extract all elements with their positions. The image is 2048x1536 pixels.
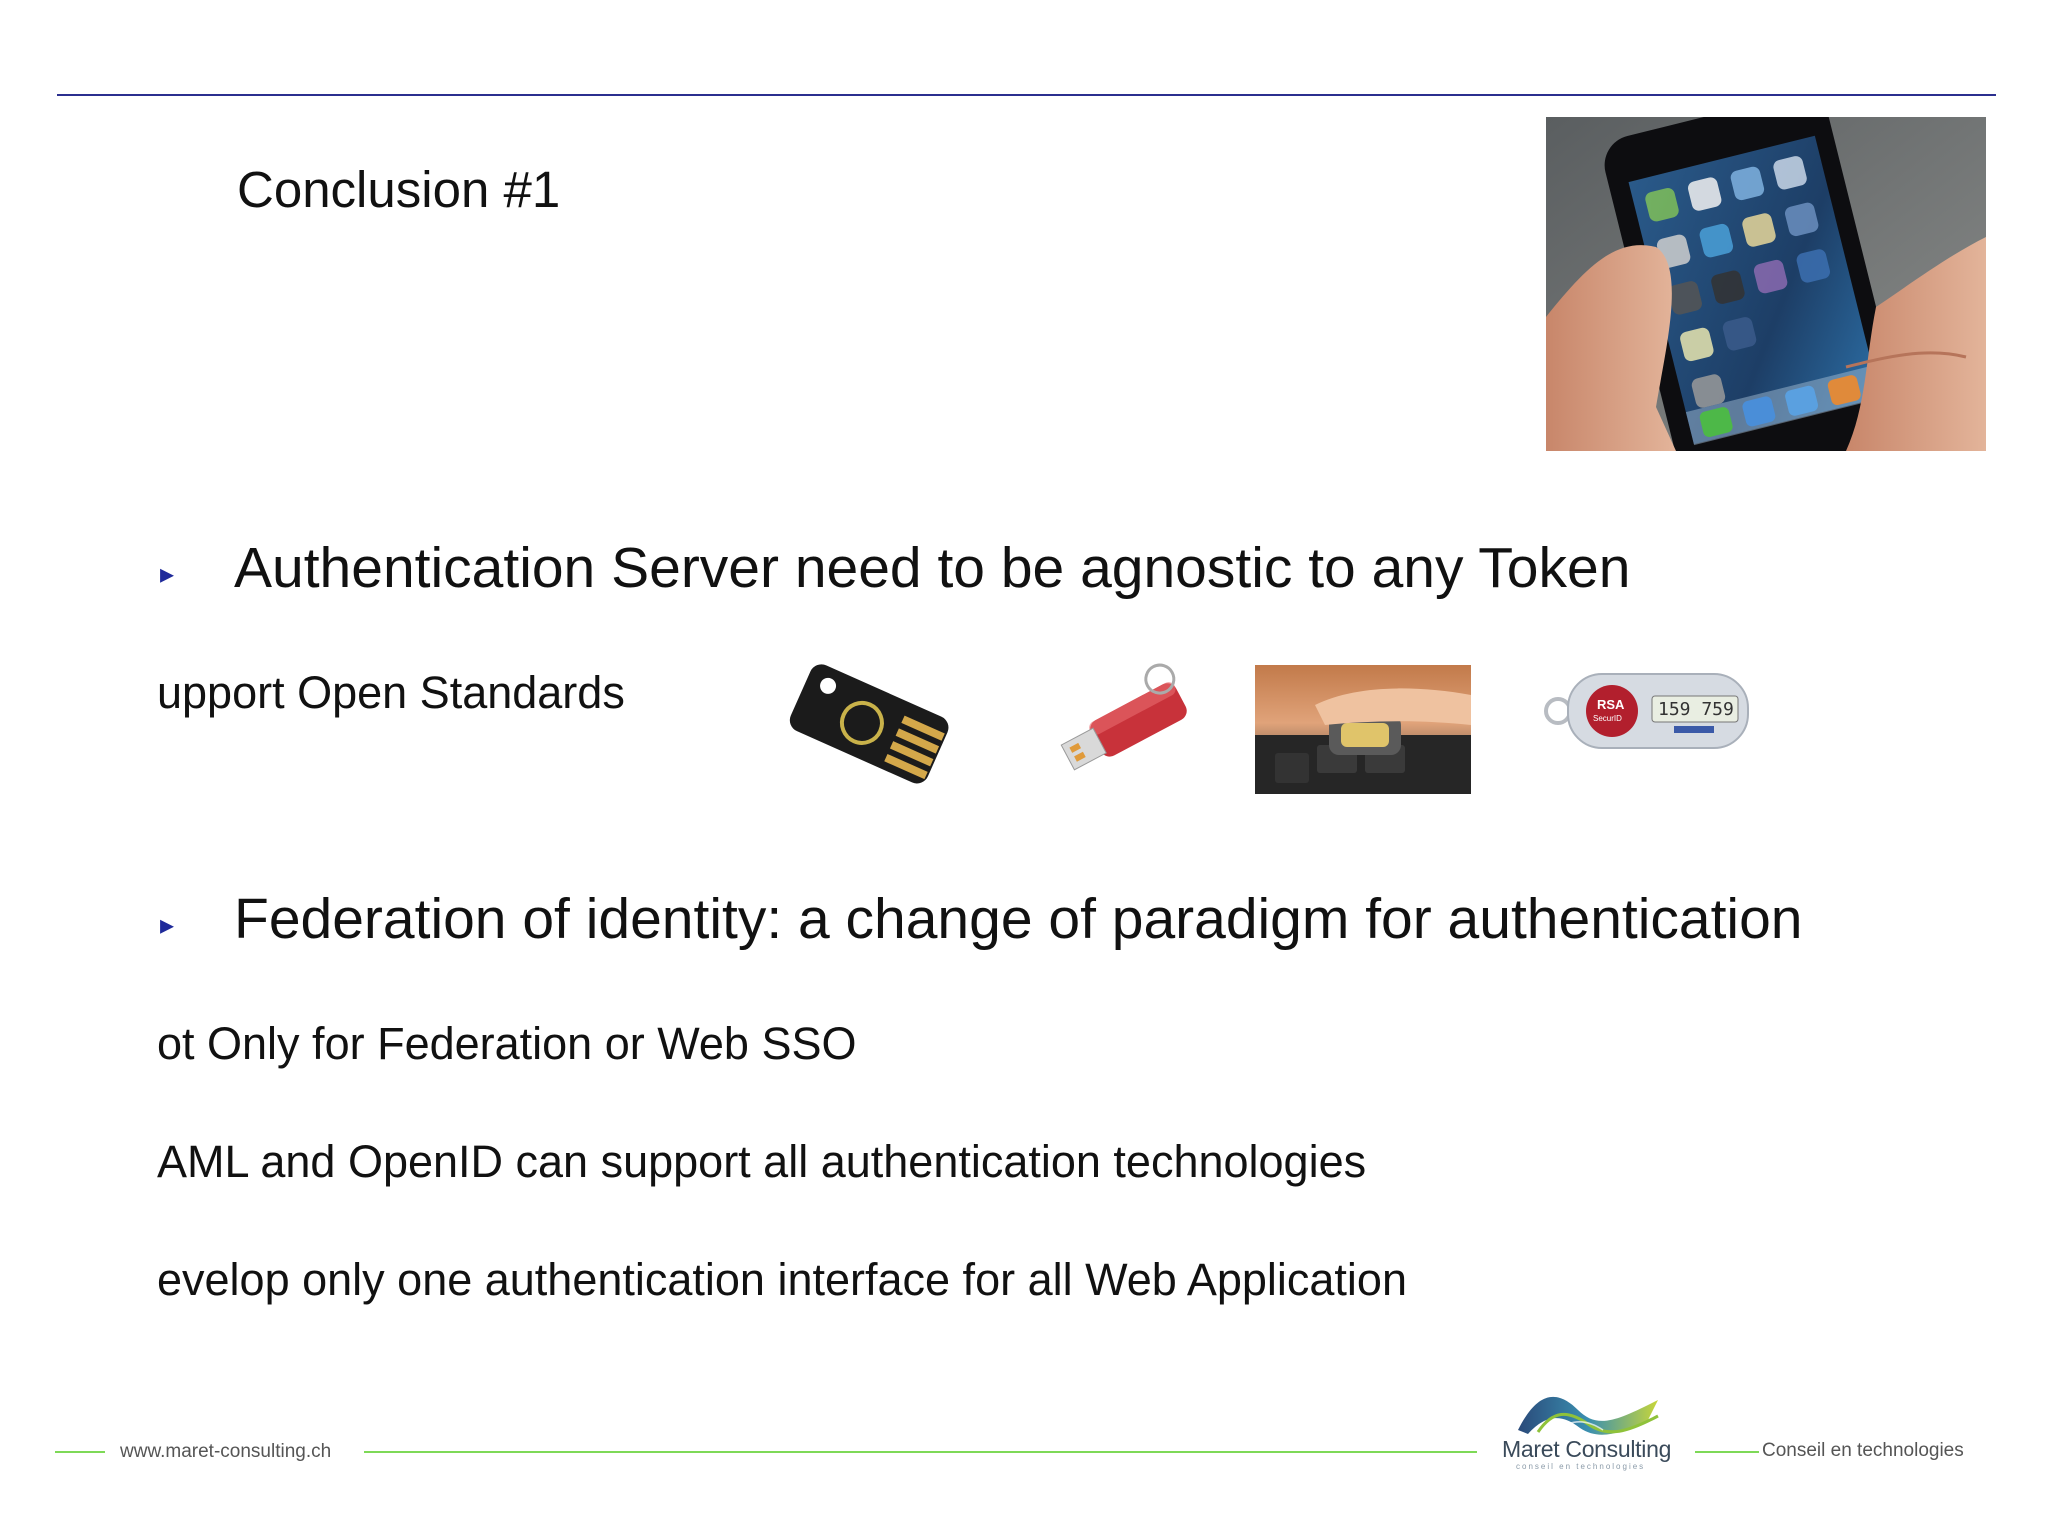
footer-rule-middle xyxy=(364,1451,1477,1453)
company-subtitle: conseil en technologies xyxy=(1516,1462,1646,1471)
subpoint-2-2: AML and OpenID can support all authentication technologies xyxy=(157,1136,1367,1187)
bullet-marker-icon: ▸ xyxy=(160,909,175,940)
slide-title: Conclusion #1 xyxy=(237,161,561,218)
smartphone-photo-icon xyxy=(1546,117,1986,451)
footer-tagline: Conseil en technologies xyxy=(1762,1440,1964,1461)
rsa-securid-token-icon xyxy=(1540,666,1755,756)
bullet-heading-2: Federation of identity: a change of paradigm for authentication xyxy=(234,887,1803,951)
subpoint-2-1: ot Only for Federation or Web SSO xyxy=(157,1018,857,1069)
usb-key-red-icon xyxy=(1048,660,1208,800)
footer-rule-right xyxy=(1695,1451,1759,1453)
bullet-marker-icon: ▸ xyxy=(160,558,175,589)
company-name: Maret Consulting xyxy=(1502,1436,1672,1462)
subpoint-2-3: evelop only one authentication interface for all Web Application xyxy=(157,1254,1407,1305)
usb-key-black-icon xyxy=(778,660,968,800)
footer-url: www.maret-consulting.ch xyxy=(120,1441,332,1462)
bullet-heading-1: Authentication Server need to be agnostic to any Token xyxy=(234,536,1631,600)
rsa-badge: RSA xyxy=(1597,697,1625,712)
footer-rule-left xyxy=(55,1451,105,1453)
subpoint-1-1: upport Open Standards xyxy=(157,667,625,718)
rsa-product-label: SecurID xyxy=(1593,714,1622,723)
rsa-code-display: 159 759 xyxy=(1658,699,1734,720)
header-rule xyxy=(57,94,1996,96)
fingerprint-reader-icon xyxy=(1255,665,1471,794)
